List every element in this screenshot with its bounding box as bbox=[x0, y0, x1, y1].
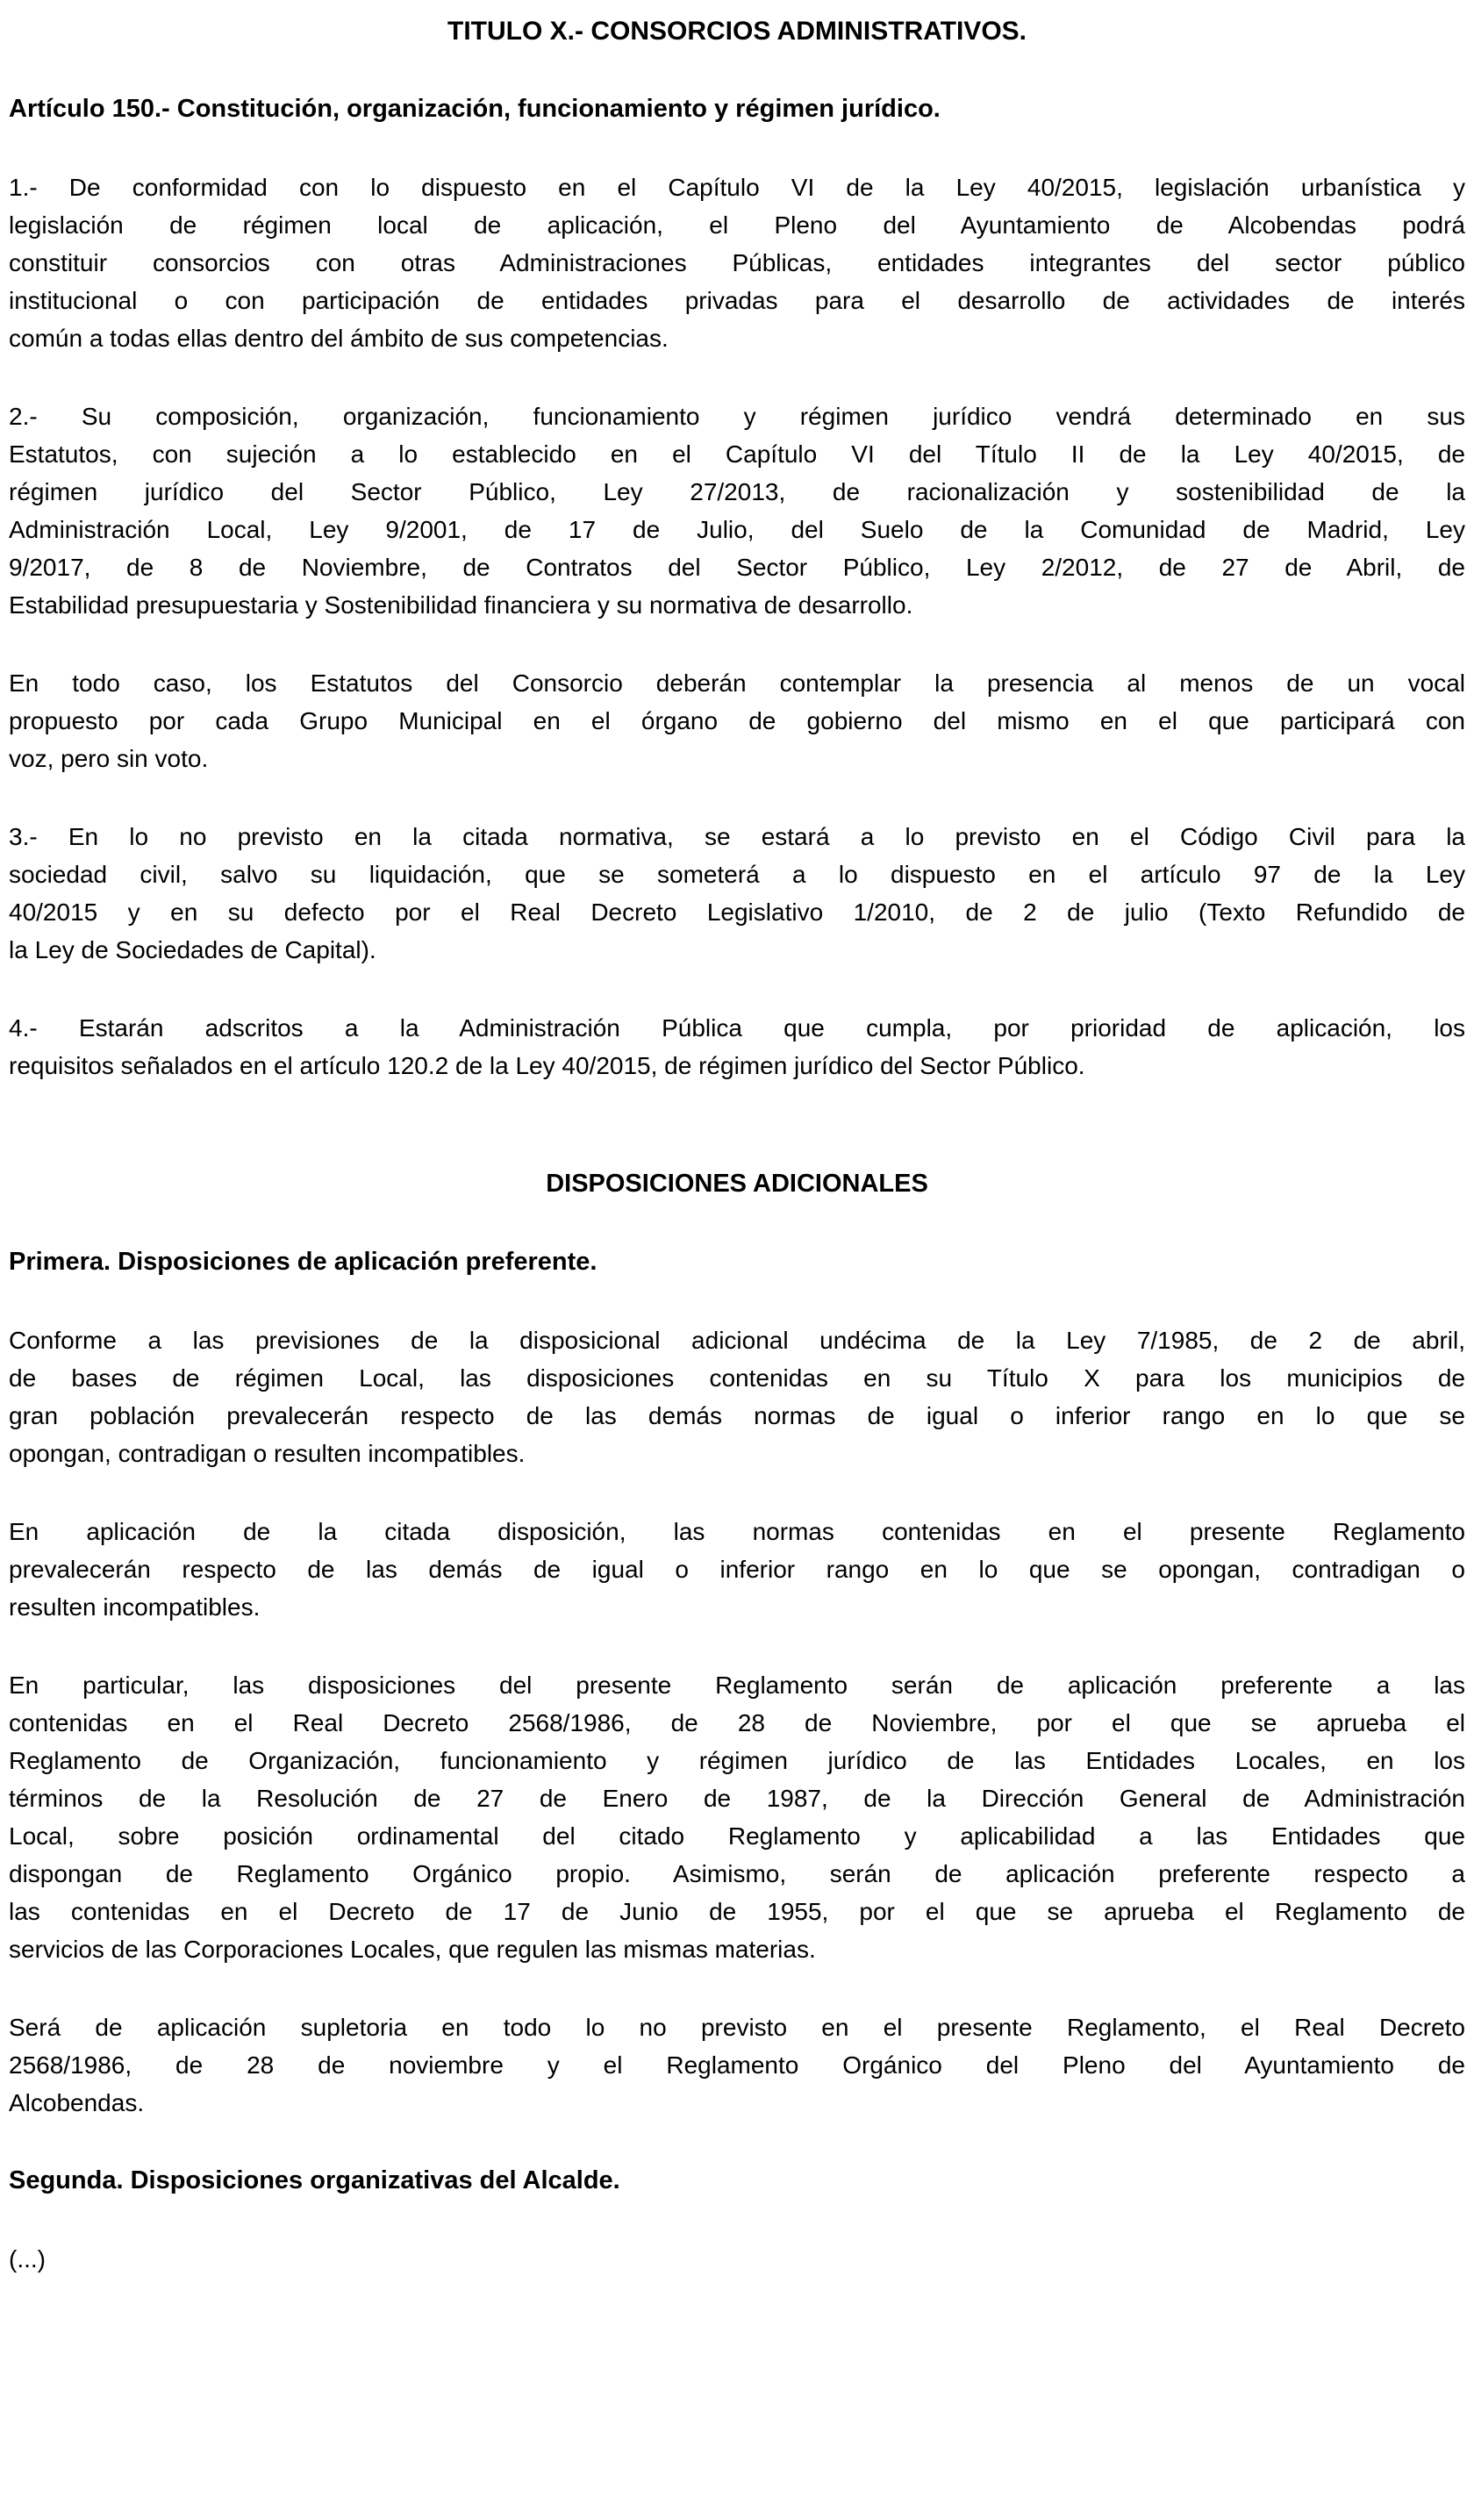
text-line: legislación de régimen local de aplicación, el Pleno del Ayuntamiento de Alcobendas podrá bbox=[9, 211, 1465, 239]
text-line: Alcobendas. bbox=[9, 2089, 145, 2116]
paragraph-conforme bbox=[9, 1321, 1465, 1472]
text-line: sociedad civil, salvo su liquidación, que se someterá a lo dispuesto en el artículo 97 de la Ley bbox=[9, 861, 1465, 888]
text-line: 9/2017, de 8 de Noviembre, de Contratos del Sector Público, Ley 2/2012, de 27 de Abril, de bbox=[9, 554, 1465, 581]
paragraph-en-aplicacion bbox=[9, 1513, 1465, 1626]
text-line: opongan, contradigan o resulten incompatibles. bbox=[9, 1440, 526, 1467]
text-line: la Ley de Sociedades de Capital). bbox=[9, 936, 376, 963]
text-line: de bases de régimen Local, las disposiciones contenidas en su Título X para los municipios de bbox=[9, 1364, 1465, 1392]
text-line: institucional o con participación de entidades privadas para el desarrollo de actividades de interés bbox=[9, 287, 1465, 314]
paragraph-1 bbox=[9, 168, 1465, 357]
text-line: dispongan de Reglamento Orgánico propio. Asimismo, serán de aplicación preferente respecto a bbox=[9, 1860, 1465, 1887]
text-line: régimen jurídico del Sector Público, Ley 27/2013, de racionalización y sostenibilidad de la bbox=[9, 478, 1465, 505]
segunda-heading: Segunda. Disposiciones organizativas del Alcalde. bbox=[9, 2166, 620, 2194]
text-line: 1.- De conformidad con lo dispuesto en el Capítulo VI de la Ley 40/2015, legislación urbanística y bbox=[9, 174, 1465, 201]
text-line: gran población prevalecerán respecto de las demás normas de igual o inferior rango en lo que se bbox=[9, 1402, 1465, 1429]
text-line: Local, sobre posición ordinamental del citado Reglamento y aplicabilidad a las Entidades que bbox=[9, 1822, 1465, 1850]
text-line: voz, pero sin voto. bbox=[9, 745, 209, 772]
text-line: 2.- Su composición, organización, funcionamiento y régimen jurídico vendrá determinado en sus bbox=[9, 403, 1465, 430]
text-line: Reglamento de Organización, funcionamiento y régimen jurídico de las Entidades Locales, en los bbox=[9, 1747, 1465, 1774]
text-line: Conforme a las previsiones de la disposicional adicional undécima de la Ley 7/1985, de 2 de abril, bbox=[9, 1327, 1465, 1354]
paragraph-sera-supletoria bbox=[9, 2008, 1465, 2122]
document-title: TITULO X.- CONSORCIOS ADMINISTRATIVOS. bbox=[447, 17, 1027, 46]
text-line: términos de la Resolución de 27 de Enero de 1987, de la Dirección General de Administración bbox=[9, 1785, 1465, 1812]
paragraph-2 bbox=[9, 397, 1465, 624]
omitted-content-ellipsis: (...) bbox=[9, 2245, 46, 2273]
disposiciones-adicionales-heading: DISPOSICIONES ADICIONALES bbox=[546, 1170, 928, 1198]
text-line: común a todas ellas dentro del ámbito de sus competencias. bbox=[9, 325, 669, 352]
paragraph-3 bbox=[9, 818, 1465, 969]
text-line: 4.- Estarán adscritos a la Administración Pública que cumpla, por prioridad de aplicación, los bbox=[9, 1014, 1465, 1042]
text-line: propuesto por cada Grupo Municipal en el órgano de gobierno del mismo en el que participará con bbox=[9, 707, 1465, 734]
text-line: servicios de las Corporaciones Locales, que regulen las mismas materias. bbox=[9, 1936, 816, 1963]
text-line: Será de aplicación supletoria en todo lo no previsto en el presente Reglamento, el Real Decreto bbox=[9, 2014, 1465, 2041]
text-line: prevalecerán respecto de las demás de igual o inferior rango en lo que se opongan, contradigan o bbox=[9, 1556, 1465, 1583]
article-150-heading: Artículo 150.- Constitución, organización, funcionamiento y régimen jurídico. bbox=[9, 95, 941, 123]
paragraph-en-particular bbox=[9, 1666, 1465, 1968]
text-line: requisitos señalados en el artículo 120.2 de la Ley 40/2015, de régimen jurídico del Sector Público. bbox=[9, 1052, 1085, 1079]
primera-heading: Primera. Disposiciones de aplicación preferente. bbox=[9, 1248, 597, 1276]
text-line: En aplicación de la citada disposición, las normas contenidas en el presente Reglamento bbox=[9, 1518, 1465, 1545]
text-line: En particular, las disposiciones del presente Reglamento serán de aplicación preferente a las bbox=[9, 1672, 1465, 1699]
text-line: las contenidas en el Decreto de 17 de Junio de 1955, por el que se aprueba el Reglamento de bbox=[9, 1898, 1465, 1925]
text-line: En todo caso, los Estatutos del Consorcio deberán contemplar la presencia al menos de un vocal bbox=[9, 669, 1465, 697]
paragraph-en-todo-caso bbox=[9, 664, 1465, 777]
text-line: Estabilidad presupuestaria y Sostenibilidad financiera y su normativa de desarrollo. bbox=[9, 591, 913, 619]
text-line: contenidas en el Real Decreto 2568/1986, de 28 de Noviembre, por el que se aprueba el bbox=[9, 1709, 1465, 1736]
text-line: 2568/1986, de 28 de noviembre y el Reglamento Orgánico del Pleno del Ayuntamiento de bbox=[9, 2051, 1465, 2079]
text-line: Estatutos, con sujeción a lo establecido en el Capítulo VI del Título II de la Ley 40/2015, de bbox=[9, 440, 1465, 468]
text-line: resulten incompatibles. bbox=[9, 1593, 261, 1621]
text-line: Administración Local, Ley 9/2001, de 17 de Julio, del Suelo de la Comunidad de Madrid, Ley bbox=[9, 516, 1465, 543]
text-line: constituir consorcios con otras Administraciones Públicas, entidades integrantes del sector público bbox=[9, 249, 1465, 276]
text-line: 40/2015 y en su defecto por el Real Decreto Legislativo 1/2010, de 2 de julio (Texto Refundido de bbox=[9, 898, 1465, 926]
paragraph-4 bbox=[9, 1009, 1465, 1085]
text-line: 3.- En lo no previsto en la citada normativa, se estará a lo previsto en el Código Civil para la bbox=[9, 823, 1465, 850]
